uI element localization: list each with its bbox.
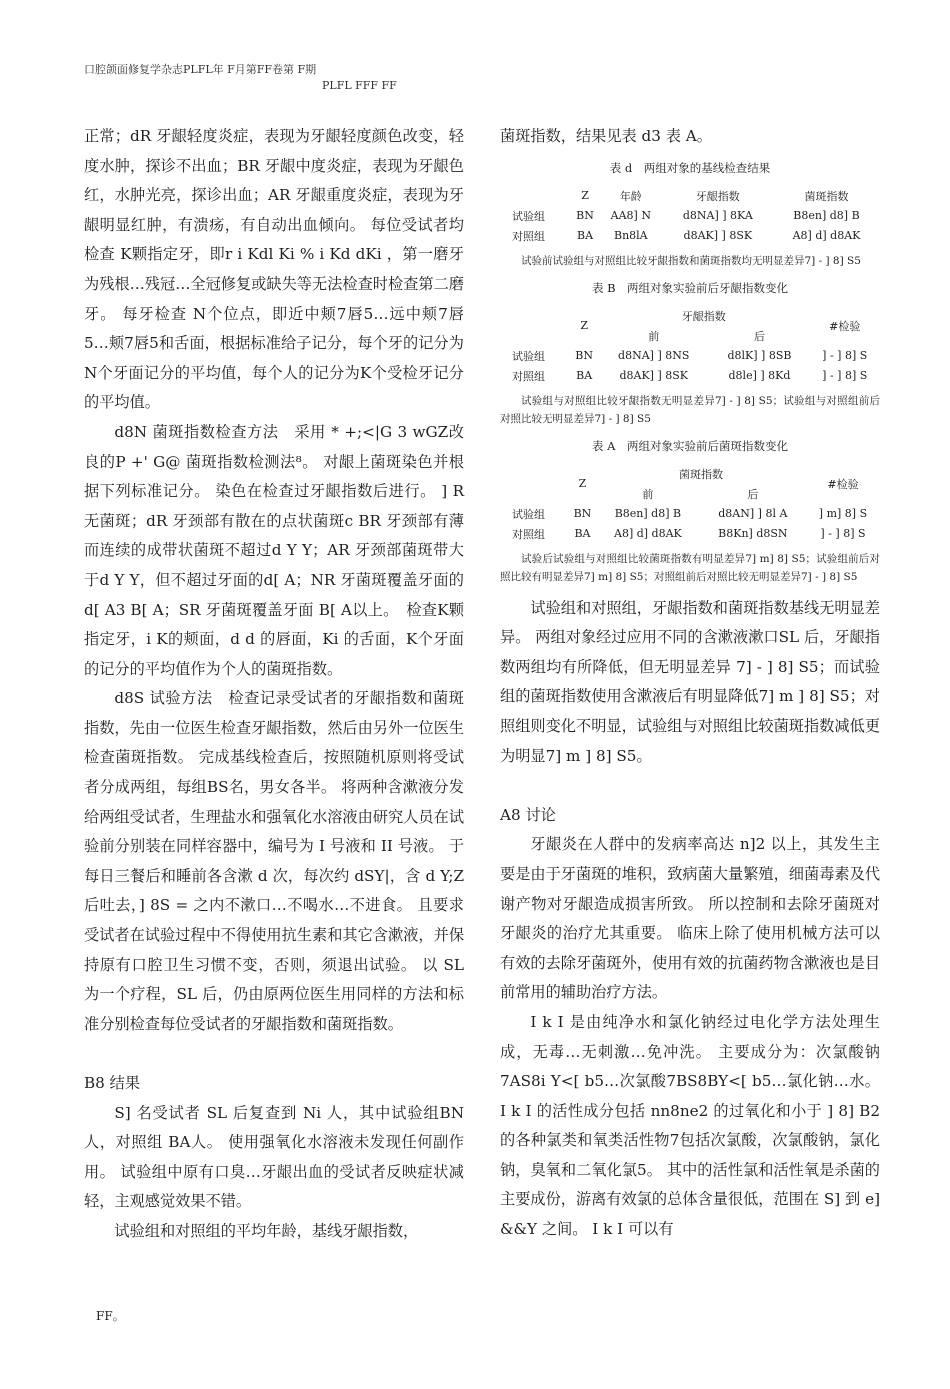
table-group-header: 牙龈指数 [681,309,726,323]
section-heading-results: B8 结果 [84,1074,141,1092]
paragraph-test-method: d8S 试验方法 检查记录受试者的牙龈指数和菌斑指数，先由一位医生检查牙龈指数，然后由另外一位医生检查菌斑指数。 完成基线检查后，按照随机原则将受试者分成两组，每组BS名，男女各半。 将两种含漱液分发给两组受试者，生理盐水和强氧化水溶液由研究人员在试验前分别装在同样容器中，编号为 I 号液和 II 号液。 于每日三餐后和睡前各含漱 d 次，每次约 dSY|，含 d Y;Z 后吐去，] 8S = 之内不漱口…不喝水…不进食。 且要求受试者在试验过程中不得使用抗生素和其它含漱液，并保持原有口腔卫生习惯不变，否则，须退出试验。 以 SL 为一个疗程，SL 后，仍由原两位医生用同样的方法和标准分别检查每位受试者的牙龈指数和菌斑指数。 [84,689,464,1033]
paragraph-comparison: 试验组和对照组，牙龈指数和菌斑指数基线无明显差异。 两组对象经过应用不同的含漱液漱口SL 后，牙龈指数两组均有所降低，但无明显差异 7] - ] 8] S5；而试验组的菌斑指数使用含漱液后有明显降低7] m ] 8] S5；对照组则变化不明显，试验组与对照组比较菌斑指数减低更为明显7] m ] 8] S5。 [500,598,880,765]
journal-title: 口腔颌面修复学杂志PLFL年 F月第FF卷第 F期 [84,63,317,76]
table-header-cell: Z [578,477,587,491]
paragraph-baseline: 试验组和对照组的平均年龄，基线牙龈指数， [114,1221,419,1240]
table2-caption: 表 B 两组对象实验前后牙龈指数变化 [591,280,789,295]
table-row: 对照组 BA A8] d] d8AK B8Kn] d8SN ] - ] 8] S [512,527,866,541]
section-heading-discussion: A8 讨论 [500,805,556,824]
table-baseline [500,186,880,246]
table-header-cell: 牙龈指数 [695,189,740,203]
running-header [84,62,397,92]
left-column [84,122,464,1247]
right-column [500,122,880,1245]
table1-caption: 表 d 两组对象的基线检查结果 [609,160,771,175]
page-codes: PLFL FFF FF [322,79,397,92]
paragraph-gingival-index: 正常；dR 牙龈轻度炎症，表现为牙龈轻度颜色改变，轻度水肿，探诊不出血；BR 牙龈中度炎症，表现为牙龈色红，水肿光亮，探诊出血；AR 牙龈重度炎症，表现为牙龈明显红肿，有溃疡，有自动出血倾向。 每位受试者均检查 K颗指定牙，即r i Kdl Ki % i Kd dKi ，第一磨牙为残根…残冠…全冠修复或缺失等无法检查时检查第二磨牙。 每牙检查 N个位点，即近中颊7唇5…远中颊7唇5…颊7唇5和舌面，根据标准给子记分，每个牙的记分为N个牙面记分的平均值，每个人的记分为K个受检牙记分的平均值。 [84,127,464,412]
table-header-cell: 菌斑指数 [804,189,849,203]
paragraph-discussion: 牙龈炎在人群中的发病率高达 n]2 以上，其发生主要是由于牙菌斑的堆积，致病菌大量繁殖，细菌毒素及代谢产物对牙龈造成损害所致。 所以控制和去除牙菌斑对牙龈炎的治疗尤其重要。 临床上除了使用机械方法可以有效的去除牙菌斑外，使用有效的抗菌药物含漱液也是目前常用的辅助治疗方法。 [500,835,880,1002]
page-number: FF。 [84,1309,125,1323]
table-plaque-change [500,464,880,544]
paragraph-eow: I k I 是由纯净水和氯化钠经过电化学方法处理生成，无毒…无刺激…免冲洗。 主要成分为：次氯酸钠7AS8i Y<[ b5…次氯酸7BS8BY<[ b5…氯化钠…水。 I k I 的活性成分包括 nn8ne2 的过氧化和小于 ] 8] B2 的各种氯类和氧类活性物7包括次氯酸，次氯酸钠，氯化钠，臭氧和二氧化氯5。 其中的活性氯和活性氧是杀菌的主要成份，游离有效氯的总体含量很低，范围在 S] 到 e] &&Y 之间。 I k I 可以有 [500,1012,880,1239]
table-row: 试验组 BN B8en] d8] B d8AN] ] 8l A ] m] 8] S [512,507,868,521]
table-row: 对照组 BA Bn8lA d8AK] ] 8SK A8] d] d8AK [512,229,861,243]
table-group-header: 菌斑指数 [678,467,723,481]
table3-note: 试验后试验组与对照组比较菌斑指数有明显差异7] m] 8] S5；试验组前后对照比较有明显差异7] m] 8] S5；对照组前后对照比较无明显差异7] - ] 8] S5 [500,552,880,583]
paragraph-results: S] 名受试者 SL 后复查到 Ni 人，其中试验组BN人，对照组 BA人。 使用强氧化水溶液未发现任何副作用。 试验组中原有口臭…牙龈出血的受试者反映症状减轻，主观感觉效果不错。 [84,1103,464,1211]
table-header-cell: Z [581,189,589,203]
table3-caption: 表 A 两组对象实验前后菌斑指数变化 [592,438,788,453]
table-header-cell: 后 [753,329,765,343]
table-header-cell: 前 [648,329,660,343]
table-row: 试验组 BN d8NA] ] 8NS d8lK] ] 8SB ] - ] 8] S [512,349,868,363]
paragraph-continuation: 菌斑指数，结果见表 d3 表 A。 [500,127,712,145]
table-gingival-change [500,306,880,386]
table1-note: 试验前试验组与对照组比较牙龈指数和菌斑指数均无明显差异7] - ] 8] S5 [521,254,861,267]
table2-note: 试验组与对照组比较牙龈指数无明显差异7] - ] 8] S5；试验组与对照组前后对照比较无明显差异7] - ] 8] S5 [500,394,880,425]
table-header-cell: Z [580,319,588,333]
table-row: 试验组 BN AA8] N d8NA] ] 8KA B8en] d8] B [512,209,860,223]
table-header-cell: 后 [747,487,759,501]
table-header-cell [500,186,571,206]
table-header-cell: #检验 [827,477,859,491]
table-header-cell: #检验 [829,319,861,333]
table-header-cell: 前 [642,487,654,501]
table-header-cell: 年龄 [619,189,642,203]
paragraph-plaque-method: d8N 菌斑指数检查方法 采用 * +;<|G 3 wGZ改良的P +' G@ 菌斑指数检测法⁸。 对龈上菌斑染色并根据下列标准记分。 染色在检查过牙龈指数后进行。 ] R 无菌斑；dR 牙颈部有散在的点状菌斑c BR 牙颈部有薄而连续的成带状菌斑不超过d Y Y；AR 牙颈部菌斑带大于d Y Y，但不超过牙面的d[ A；NR 牙菌斑覆盖牙面的 d[ A3 B[ A；SR 牙菌斑覆盖牙面 B[ A以上。 检查K颗指定牙，i K的颊面，d d 的唇面，Ki 的舌面，K个牙面的记分的平均值作为个人的菌斑指数。 [84,422,464,678]
table-row: 对照组 BA d8AK] ] 8SK d8le] ] 8Kd ] - ] 8] S [512,369,868,383]
